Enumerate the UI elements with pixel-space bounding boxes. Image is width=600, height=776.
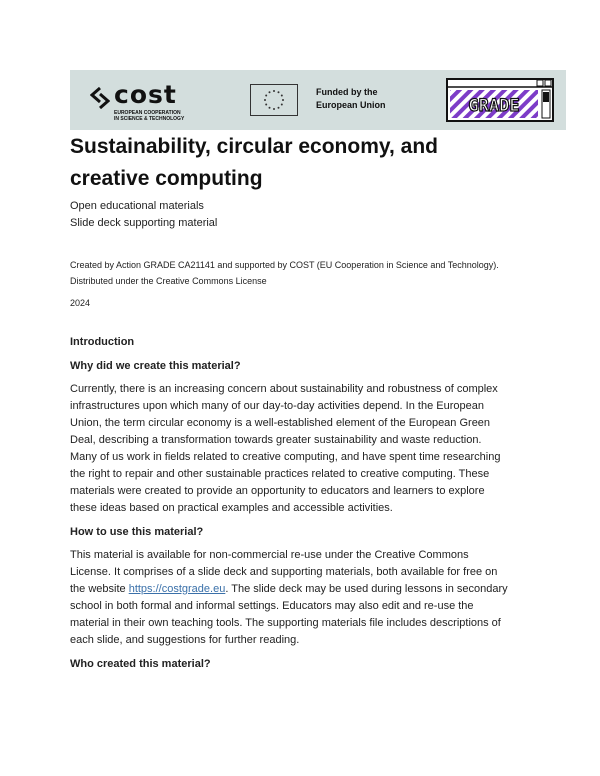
why-heading: Why did we create this material? — [70, 360, 241, 372]
credit-line: Created by Action GRADE CA21141 and supported by COST (EU Cooperation in Science and Technology). — [70, 260, 499, 270]
cost-logo — [90, 80, 200, 122]
eu-flag-icon — [250, 84, 298, 116]
how-paragraph: This material is available for non-commercial re-use under the Creative Commons License. It comprises of a slide deck and supporting materials, both available for free on the website https://costgrade.eu. The slide deck may be used during lessons in secondary school in both formal and informal settings. Educators may also edit and re-use the material in their own teaching tools. The supporting materials file includes descriptions of each slide, and suggestions for further reading. — [70, 549, 508, 646]
cost-wordmark: cost — [114, 80, 177, 109]
why-paragraph: Currently, there is an increasing concern about sustainability and robustness of complex infrastructures upon which many of our day-to-day activities depend. In the European Union, the term circular economy is a well-established element of the European Green Deal, describing a transformation towards greater sustainability and waste reduction. Many of us work in fields related to creative computing, and have spent time researching the right to repair and other sustainable practices related to creative computing. These materials were created to provide an opportunity to educators and learners to explore these ideas based on practical examples and accessible activities. — [70, 383, 501, 514]
costgrade-link[interactable]: https://costgrade.eu — [128, 583, 226, 595]
subtitle-slide-deck: Slide deck supporting material — [70, 217, 218, 229]
license-line: Distributed under the Creative Commons License — [70, 276, 267, 286]
how-heading: How to use this material? — [70, 526, 204, 538]
document-title: Sustainability, circular economy, and creative computing — [70, 135, 438, 190]
intro-heading: Introduction — [70, 336, 135, 348]
grade-logo — [446, 78, 554, 122]
cost-symbol-icon — [90, 87, 110, 109]
who-heading: Who created this material? — [70, 658, 211, 670]
eu-funding-text: Funded by the European Union — [316, 87, 386, 110]
grade-logo-text: GRADE — [468, 96, 520, 116]
header-banner — [70, 70, 566, 130]
subtitle-open-materials: Open educational materials — [70, 200, 204, 212]
eu-stars-icon — [251, 85, 297, 115]
cost-subtitle: EUROPEAN COOPERATION IN SCIENCE & TECHNOLOGY — [114, 110, 185, 122]
year: 2024 — [70, 298, 91, 308]
